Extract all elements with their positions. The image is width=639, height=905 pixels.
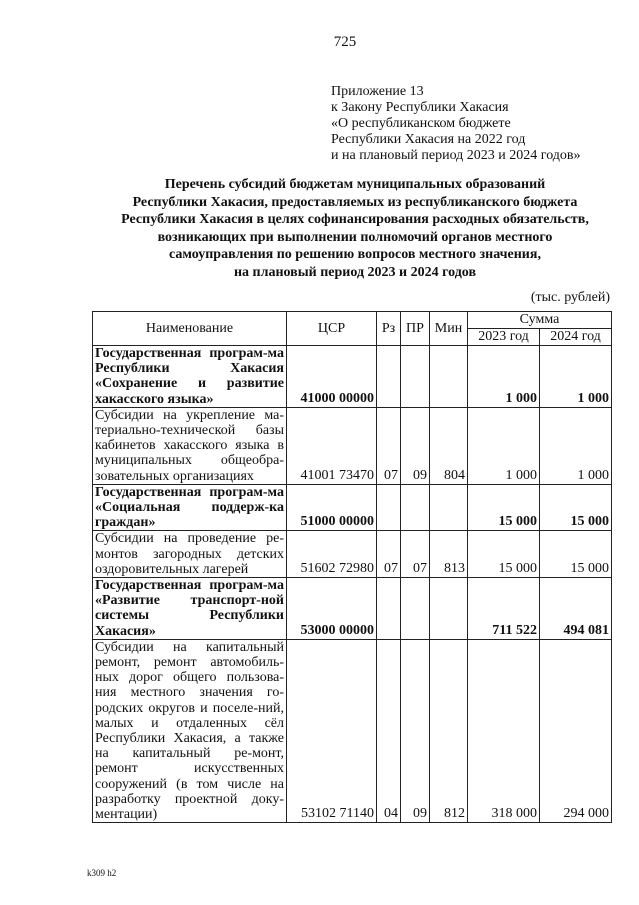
- row-csr: 53102 71140: [287, 639, 377, 822]
- row-min: [430, 346, 468, 408]
- row-2024: 494 081: [540, 578, 612, 640]
- row-2023: 15 000: [468, 531, 540, 578]
- appendix-line: Приложение 13: [331, 84, 424, 99]
- appendix-reference: [331, 84, 581, 164]
- appendix-line: к Закону Республики Хакасия: [331, 100, 509, 115]
- row-pr: [401, 484, 430, 531]
- appendix-line: Республики Хакасия на 2022 год: [331, 132, 526, 147]
- row-pr: 09: [401, 407, 430, 484]
- row-csr: 41000 00000: [287, 346, 377, 408]
- table-row: [93, 578, 612, 640]
- row-pr: [401, 578, 430, 640]
- title-line: самоуправления по решению вопросов местного значения,: [169, 247, 541, 262]
- row-2023: 1 000: [468, 346, 540, 408]
- header-name: Наименование: [93, 312, 287, 346]
- row-csr: 51602 72980: [287, 531, 377, 578]
- row-2023: 711 522: [468, 578, 540, 640]
- row-min: 804: [430, 407, 468, 484]
- row-rz: [377, 484, 401, 531]
- row-pr: 07: [401, 531, 430, 578]
- table-row: [93, 639, 612, 822]
- row-pr: [401, 346, 430, 408]
- row-2023: 1 000: [468, 407, 540, 484]
- row-csr: 53000 00000: [287, 578, 377, 640]
- row-name: Государственная програм-ма Республики Хакасия «Сохранение и развитие хакасского языка»: [93, 346, 287, 408]
- appendix-line: «О республиканском бюджете: [331, 116, 511, 131]
- row-min: 813: [430, 531, 468, 578]
- table-row: [93, 407, 612, 484]
- row-pr: 09: [401, 639, 430, 822]
- page-number: 725: [333, 34, 357, 50]
- table-row: [93, 346, 612, 408]
- row-min: [430, 578, 468, 640]
- title-line: Республики Хакасия в целях софинансирования расходных обязательств,: [121, 212, 589, 227]
- units-label: (тыс. рублей): [530, 290, 610, 305]
- header-min: Мин: [430, 312, 468, 346]
- table-row: [93, 484, 612, 531]
- subsidies-table: [92, 311, 612, 823]
- header-rz: Рз: [377, 312, 401, 346]
- appendix-line: и на плановый период 2023 и 2024 годов»: [331, 148, 581, 163]
- row-2024: 294 000: [540, 639, 612, 822]
- row-name: Субсидии на капитальный ремонт, ремонт автомобиль-ных дорог общего пользова-ния местного значения го-родских округов и поселе-ний, малых и отдаленных сёл Республики Хакасия, а также на капитальный ре-монт, ремонт искусственных сооружений (в том числе на разработку проектной доку-ментации): [93, 639, 287, 822]
- row-2024: 15 000: [540, 531, 612, 578]
- title-line: возникающих при выполнении полномочий органов местного: [157, 229, 553, 245]
- row-rz: [377, 578, 401, 640]
- row-2023: 15 000: [468, 484, 540, 531]
- header-sum: Сумма: [468, 312, 612, 329]
- header-csr: ЦСР: [287, 312, 377, 346]
- row-2023: 318 000: [468, 639, 540, 822]
- row-min: [430, 484, 468, 531]
- row-name: Государственная програм-ма «Развитие транспорт-ной системы Республики Хакасия»: [93, 578, 287, 640]
- header-2023: 2023 год: [468, 329, 540, 346]
- row-2024: 1 000: [540, 346, 612, 408]
- title-line: Республики Хакасия, предоставляемых из республиканского бюджета: [132, 194, 578, 210]
- title-line: Перечень субсидий бюджетам муниципальных образований: [164, 177, 546, 192]
- row-rz: 04: [377, 639, 401, 822]
- header-2024: 2024 год: [540, 329, 612, 346]
- header-pr: ПР: [401, 312, 430, 346]
- row-rz: [377, 346, 401, 408]
- row-2024: 1 000: [540, 407, 612, 484]
- row-2024: 15 000: [540, 484, 612, 531]
- row-csr: 41001 73470: [287, 407, 377, 484]
- row-rz: 07: [377, 531, 401, 578]
- row-rz: 07: [377, 407, 401, 484]
- row-name: Субсидии на проведение ре-монтов загородных детских оздоровительных лагерей: [93, 531, 287, 578]
- document-title: [80, 176, 630, 281]
- table-row: [93, 531, 612, 578]
- footer-code: k309 h2: [87, 868, 117, 878]
- title-line: на плановый период 2023 и 2024 годов: [233, 264, 477, 280]
- row-name: Субсидии на укрепление ма-териально-технической базы кабинетов хакасского языка в муниципальных общеобра-зовательных организациях: [93, 407, 287, 484]
- row-name: Государственная програм-ма «Социальная поддерж-ка граждан»: [93, 484, 287, 531]
- row-min: 812: [430, 639, 468, 822]
- row-csr: 51000 00000: [287, 484, 377, 531]
